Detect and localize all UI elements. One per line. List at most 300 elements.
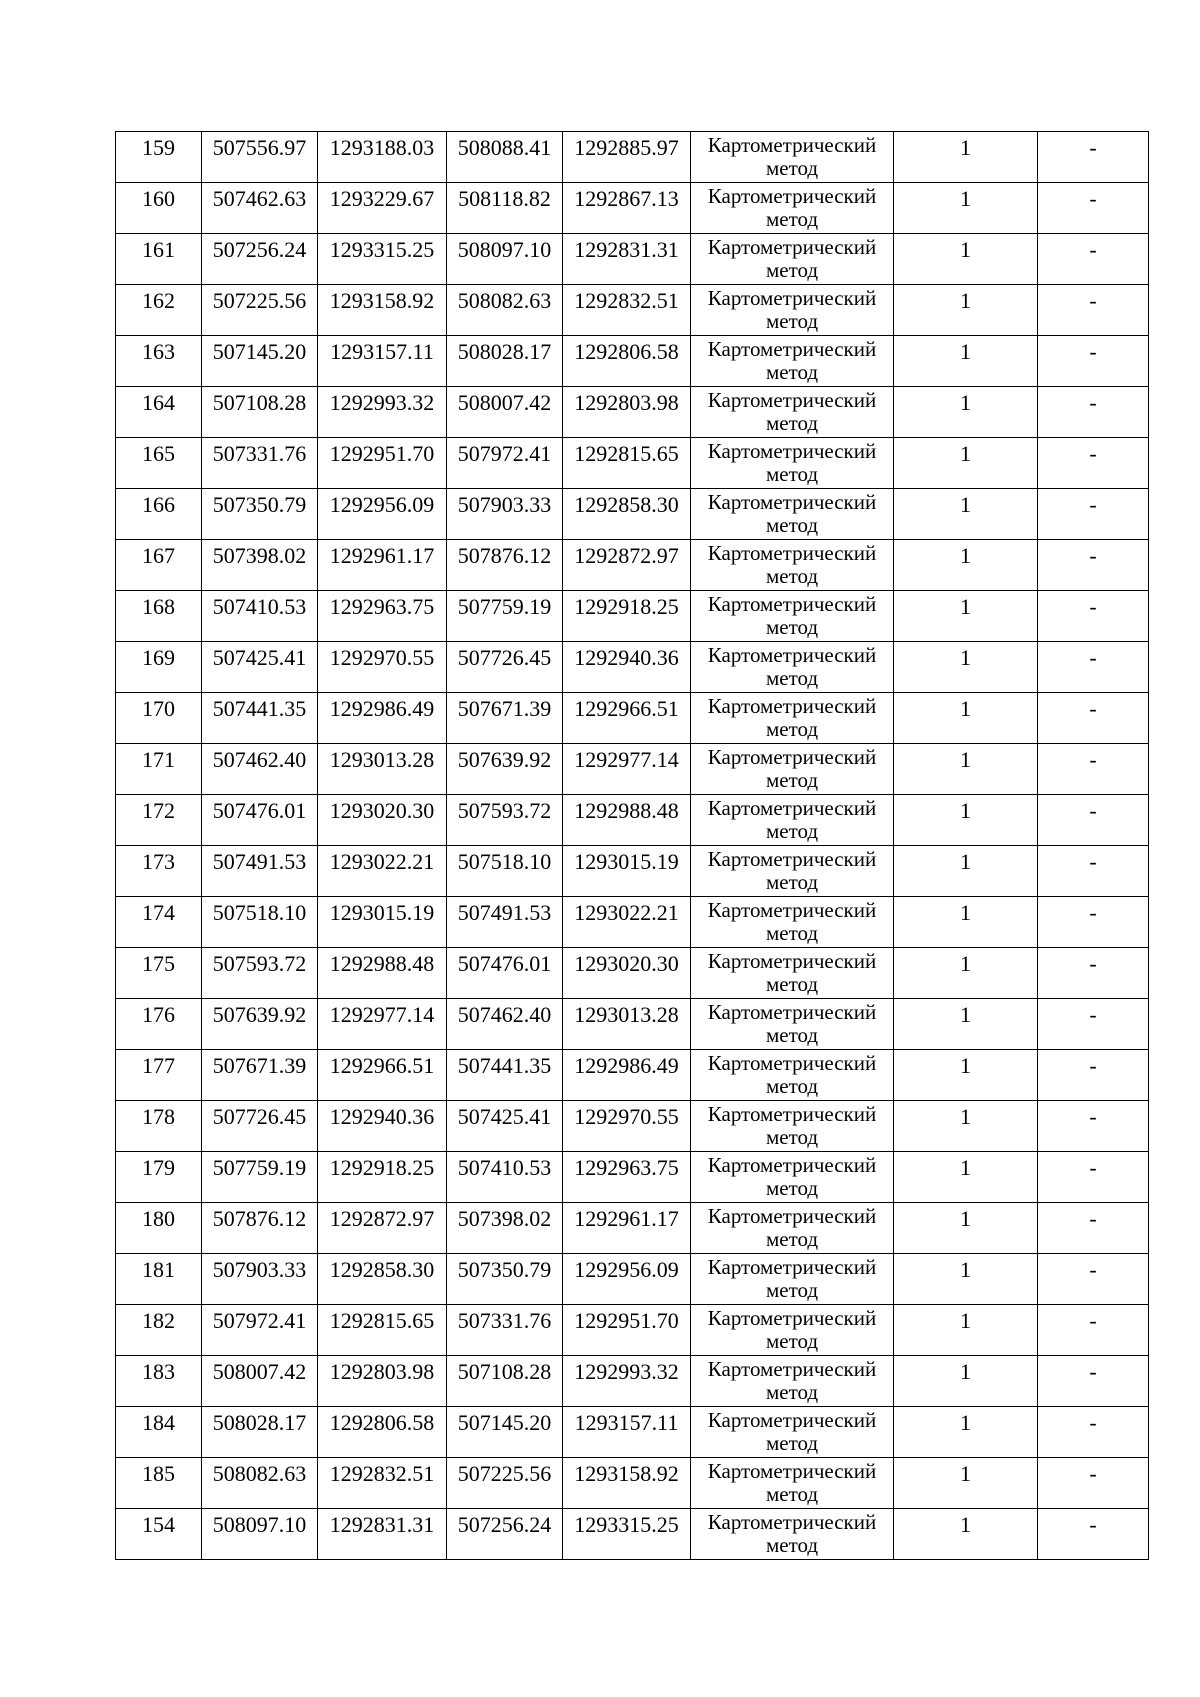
point-number-cell (116, 795, 202, 846)
coordinates-table-body (116, 132, 1149, 1560)
x-new-cell-value: 508082.63 (457, 288, 552, 313)
accuracy-cell-value: 1 (960, 696, 971, 721)
point-number-cell (116, 1254, 202, 1305)
point-number-cell (116, 693, 202, 744)
y-old-cell-value: 1292832.51 (329, 1461, 435, 1486)
y-new-cell-value: 1292803.98 (574, 390, 679, 415)
y-old-cell-value: 1292956.09 (329, 492, 435, 517)
accuracy-cell-value: 1 (960, 900, 971, 925)
point-number-cell (116, 591, 202, 642)
y-old-cell (318, 438, 447, 489)
description-cell-value: - (1089, 1053, 1097, 1078)
x-old-cell-value: 507350.79 (212, 492, 307, 517)
method-cell (691, 285, 894, 336)
x-new-cell-value: 507903.33 (457, 492, 552, 517)
point-number-cell (116, 183, 202, 234)
x-new-cell (447, 438, 563, 489)
y-new-cell-value: 1292918.25 (574, 594, 679, 619)
table-row (116, 1050, 1149, 1101)
y-old-cell-value: 1292963.75 (329, 594, 435, 619)
description-cell (1038, 744, 1149, 795)
x-new-cell (447, 285, 563, 336)
accuracy-cell-value: 1 (960, 1053, 971, 1078)
table-row (116, 795, 1149, 846)
x-old-cell (202, 1509, 318, 1560)
point-number-cell-value: 171 (142, 747, 175, 772)
x-new-cell (447, 1050, 563, 1101)
y-new-cell (563, 285, 691, 336)
method-line-2: метод (765, 462, 819, 486)
table-row (116, 183, 1149, 234)
description-cell (1038, 1152, 1149, 1203)
x-old-cell-value: 507331.76 (212, 441, 307, 466)
description-cell-value: - (1089, 1308, 1097, 1333)
point-number-cell (116, 1458, 202, 1509)
y-new-cell-value: 1292961.17 (574, 1206, 679, 1231)
description-cell (1038, 1458, 1149, 1509)
description-cell-value: - (1089, 492, 1097, 517)
method-cell (691, 1101, 894, 1152)
x-new-cell (447, 642, 563, 693)
description-cell (1038, 1407, 1149, 1458)
y-old-cell-value: 1292970.55 (329, 645, 435, 670)
accuracy-cell-value: 1 (960, 951, 971, 976)
method-line-1: Картометрический (707, 1510, 877, 1534)
y-new-cell-value: 1292951.70 (574, 1308, 679, 1333)
description-cell-value: - (1089, 1104, 1097, 1129)
point-number-cell-value: 159 (142, 135, 175, 160)
method-cell (691, 1254, 894, 1305)
method-cell (691, 642, 894, 693)
description-cell-value: - (1089, 798, 1097, 823)
y-old-cell (318, 1509, 447, 1560)
method-line-1: Картометрический (707, 541, 877, 565)
method-line-2: метод (765, 1482, 819, 1506)
description-cell (1038, 234, 1149, 285)
y-new-cell-value: 1292956.09 (574, 1257, 679, 1282)
y-new-cell-value: 1293315.25 (574, 1512, 679, 1537)
y-new-cell (563, 693, 691, 744)
x-old-cell (202, 1407, 318, 1458)
method-cell (691, 1356, 894, 1407)
point-number-cell (116, 285, 202, 336)
accuracy-cell-value: 1 (960, 1410, 971, 1435)
y-new-cell-value: 1293157.11 (574, 1410, 679, 1435)
point-number-cell-value: 176 (142, 1002, 175, 1027)
x-new-cell (447, 693, 563, 744)
point-number-cell (116, 1305, 202, 1356)
description-cell (1038, 1356, 1149, 1407)
method-line-2: метод (765, 666, 819, 690)
accuracy-cell-value: 1 (960, 543, 971, 568)
point-number-cell-value: 164 (142, 390, 175, 415)
table-row (116, 489, 1149, 540)
y-old-cell-value: 1293015.19 (329, 900, 435, 925)
accuracy-cell-value: 1 (960, 798, 971, 823)
accuracy-cell (894, 336, 1038, 387)
x-new-cell-value: 507671.39 (457, 696, 552, 721)
method-line-1: Картометрический (707, 490, 877, 514)
accuracy-cell (894, 897, 1038, 948)
y-new-cell-value: 1292940.36 (574, 645, 679, 670)
method-line-2: метод (765, 819, 819, 843)
method-line-1: Картометрический (707, 286, 877, 310)
point-number-cell (116, 948, 202, 999)
x-new-cell-value: 507350.79 (457, 1257, 552, 1282)
y-old-cell-value: 1292966.51 (329, 1053, 435, 1078)
description-cell (1038, 693, 1149, 744)
table-row (116, 1407, 1149, 1458)
y-old-cell (318, 744, 447, 795)
method-line-2: метод (765, 972, 819, 996)
method-cell (691, 540, 894, 591)
x-new-cell-value: 507972.41 (457, 441, 552, 466)
x-old-cell-value: 507972.41 (212, 1308, 307, 1333)
y-new-cell-value: 1292885.97 (574, 135, 679, 160)
description-cell-value: - (1089, 339, 1097, 364)
y-new-cell (563, 1407, 691, 1458)
y-old-cell (318, 234, 447, 285)
method-cell (691, 948, 894, 999)
method-cell (691, 438, 894, 489)
description-cell-value: - (1089, 1206, 1097, 1231)
method-line-2: метод (765, 1329, 819, 1353)
y-new-cell (563, 1050, 691, 1101)
method-line-2: метод (765, 207, 819, 231)
table-row (116, 897, 1149, 948)
method-line-1: Картометрический (707, 337, 877, 361)
accuracy-cell-value: 1 (960, 1461, 971, 1486)
x-old-cell-value: 507225.56 (212, 288, 307, 313)
method-line-1: Картометрический (707, 898, 877, 922)
accuracy-cell (894, 1356, 1038, 1407)
y-new-cell (563, 387, 691, 438)
method-cell (691, 1407, 894, 1458)
method-line-2: метод (765, 564, 819, 588)
accuracy-cell (894, 1407, 1038, 1458)
x-new-cell (447, 1203, 563, 1254)
point-number-cell (116, 846, 202, 897)
y-old-cell-value: 1292940.36 (329, 1104, 435, 1129)
x-old-cell (202, 1203, 318, 1254)
accuracy-cell-value: 1 (960, 1155, 971, 1180)
accuracy-cell (894, 846, 1038, 897)
description-cell-value: - (1089, 186, 1097, 211)
y-old-cell-value: 1292918.25 (329, 1155, 435, 1180)
description-cell (1038, 1203, 1149, 1254)
description-cell-value: - (1089, 543, 1097, 568)
x-new-cell-value: 508088.41 (457, 135, 552, 160)
x-new-cell-value: 507225.56 (457, 1461, 552, 1486)
y-old-cell (318, 387, 447, 438)
table-row (116, 846, 1149, 897)
x-old-cell-value: 507491.53 (212, 849, 307, 874)
x-new-cell-value: 507726.45 (457, 645, 552, 670)
point-number-cell (116, 336, 202, 387)
x-new-cell-value: 507398.02 (457, 1206, 552, 1231)
x-old-cell (202, 285, 318, 336)
point-number-cell (116, 1509, 202, 1560)
method-line-1: Картометрический (707, 949, 877, 973)
accuracy-cell-value: 1 (960, 1002, 971, 1027)
description-cell (1038, 948, 1149, 999)
point-number-cell (116, 1356, 202, 1407)
description-cell-value: - (1089, 594, 1097, 619)
x-old-cell (202, 642, 318, 693)
point-number-cell-value: 178 (142, 1104, 175, 1129)
method-line-2: метод (765, 1125, 819, 1149)
accuracy-cell-value: 1 (960, 186, 971, 211)
point-number-cell-value: 182 (142, 1308, 175, 1333)
y-new-cell-value: 1292993.32 (574, 1359, 679, 1384)
y-old-cell-value: 1292831.31 (329, 1512, 435, 1537)
x-old-cell (202, 438, 318, 489)
x-old-cell-value: 507398.02 (212, 543, 307, 568)
accuracy-cell (894, 591, 1038, 642)
accuracy-cell (894, 1305, 1038, 1356)
method-line-1: Картометрический (707, 1000, 877, 1024)
point-number-cell (116, 387, 202, 438)
x-old-cell-value: 507876.12 (212, 1206, 307, 1231)
description-cell (1038, 438, 1149, 489)
y-new-cell (563, 999, 691, 1050)
accuracy-cell (894, 438, 1038, 489)
x-new-cell-value: 507462.40 (457, 1002, 552, 1027)
method-line-2: метод (765, 156, 819, 180)
x-old-cell-value: 508082.63 (212, 1461, 307, 1486)
description-cell (1038, 591, 1149, 642)
x-old-cell (202, 1356, 318, 1407)
point-number-cell (116, 1152, 202, 1203)
y-old-cell (318, 1254, 447, 1305)
point-number-cell-value: 175 (142, 951, 175, 976)
x-new-cell-value: 507491.53 (457, 900, 552, 925)
method-line-1: Картометрический (707, 694, 877, 718)
x-old-cell-value: 507726.45 (212, 1104, 307, 1129)
description-cell-value: - (1089, 849, 1097, 874)
method-cell (691, 591, 894, 642)
y-old-cell-value: 1292858.30 (329, 1257, 435, 1282)
method-line-1: Картометрический (707, 1357, 877, 1381)
x-new-cell (447, 1101, 563, 1152)
point-number-cell (116, 999, 202, 1050)
accuracy-cell (894, 693, 1038, 744)
y-new-cell (563, 591, 691, 642)
accuracy-cell (894, 1101, 1038, 1152)
coordinates-table (115, 131, 1149, 1560)
point-number-cell-value: 172 (142, 798, 175, 823)
accuracy-cell (894, 1203, 1038, 1254)
table-row (116, 999, 1149, 1050)
x-old-cell-value: 507425.41 (212, 645, 307, 670)
point-number-cell-value: 184 (142, 1410, 175, 1435)
description-cell (1038, 642, 1149, 693)
x-old-cell-value: 507639.92 (212, 1002, 307, 1027)
method-cell (691, 795, 894, 846)
y-old-cell-value: 1292977.14 (329, 1002, 435, 1027)
description-cell (1038, 897, 1149, 948)
x-new-cell (447, 336, 563, 387)
x-old-cell (202, 1101, 318, 1152)
accuracy-cell-value: 1 (960, 1257, 971, 1282)
y-new-cell-value: 1292815.65 (574, 441, 679, 466)
x-new-cell (447, 897, 563, 948)
y-new-cell (563, 1101, 691, 1152)
x-old-cell-value: 507903.33 (212, 1257, 307, 1282)
method-line-1: Картометрический (707, 388, 877, 412)
table-row (116, 1152, 1149, 1203)
point-number-cell-value: 170 (142, 696, 175, 721)
table-row (116, 1509, 1149, 1560)
method-line-2: метод (765, 411, 819, 435)
table-row (116, 336, 1149, 387)
y-old-cell (318, 642, 447, 693)
point-number-cell-value: 179 (142, 1155, 175, 1180)
method-line-1: Картометрический (707, 847, 877, 871)
point-number-cell (116, 438, 202, 489)
description-cell-value: - (1089, 1002, 1097, 1027)
x-old-cell (202, 846, 318, 897)
x-old-cell-value: 507256.24 (212, 237, 307, 262)
x-old-cell (202, 336, 318, 387)
x-new-cell-value: 507425.41 (457, 1104, 552, 1129)
table-row (116, 234, 1149, 285)
method-cell (691, 897, 894, 948)
accuracy-cell-value: 1 (960, 645, 971, 670)
x-old-cell-value: 507462.40 (212, 747, 307, 772)
method-line-2: метод (765, 1074, 819, 1098)
description-cell (1038, 489, 1149, 540)
y-old-cell (318, 1203, 447, 1254)
point-number-cell-value: 169 (142, 645, 175, 670)
description-cell (1038, 183, 1149, 234)
x-new-cell (447, 999, 563, 1050)
method-cell (691, 387, 894, 438)
y-new-cell-value: 1293158.92 (574, 1461, 679, 1486)
accuracy-cell (894, 540, 1038, 591)
x-new-cell-value: 507639.92 (457, 747, 552, 772)
x-old-cell (202, 540, 318, 591)
x-new-cell-value: 507410.53 (457, 1155, 552, 1180)
accuracy-cell-value: 1 (960, 492, 971, 517)
x-old-cell (202, 1458, 318, 1509)
x-old-cell (202, 897, 318, 948)
method-cell (691, 1203, 894, 1254)
point-number-cell-value: 166 (142, 492, 175, 517)
accuracy-cell (894, 1050, 1038, 1101)
y-new-cell-value: 1292977.14 (574, 747, 679, 772)
accuracy-cell-value: 1 (960, 237, 971, 262)
method-cell (691, 744, 894, 795)
description-cell-value: - (1089, 1359, 1097, 1384)
point-number-cell-value: 161 (142, 237, 175, 262)
method-line-2: метод (765, 870, 819, 894)
method-line-2: метод (765, 360, 819, 384)
x-new-cell-value: 507593.72 (457, 798, 552, 823)
method-cell (691, 132, 894, 183)
description-cell (1038, 999, 1149, 1050)
description-cell-value: - (1089, 645, 1097, 670)
method-cell (691, 489, 894, 540)
x-old-cell (202, 489, 318, 540)
table-row (116, 285, 1149, 336)
point-number-cell (116, 744, 202, 795)
x-old-cell-value: 507410.53 (212, 594, 307, 619)
y-new-cell (563, 183, 691, 234)
y-old-cell-value: 1292988.48 (329, 951, 435, 976)
method-line-2: метод (765, 717, 819, 741)
y-new-cell-value: 1292806.58 (574, 339, 679, 364)
method-line-1: Картометрический (707, 1051, 877, 1075)
y-old-cell (318, 948, 447, 999)
method-line-1: Картометрический (707, 745, 877, 769)
x-new-cell (447, 744, 563, 795)
point-number-cell (116, 1050, 202, 1101)
description-cell-value: - (1089, 1155, 1097, 1180)
description-cell (1038, 846, 1149, 897)
x-new-cell-value: 507331.76 (457, 1308, 552, 1333)
method-cell (691, 846, 894, 897)
x-new-cell-value: 507108.28 (457, 1359, 552, 1384)
y-old-cell-value: 1292986.49 (329, 696, 435, 721)
y-old-cell (318, 897, 447, 948)
method-cell (691, 1152, 894, 1203)
method-line-1: Картометрический (707, 133, 877, 157)
x-new-cell (447, 948, 563, 999)
x-old-cell-value: 507108.28 (212, 390, 307, 415)
accuracy-cell-value: 1 (960, 1512, 971, 1537)
description-cell (1038, 285, 1149, 336)
x-new-cell (447, 1152, 563, 1203)
x-old-cell (202, 1050, 318, 1101)
method-line-2: метод (765, 1380, 819, 1404)
method-line-1: Картометрический (707, 235, 877, 259)
method-line-2: метод (765, 1176, 819, 1200)
y-new-cell-value: 1293015.19 (574, 849, 679, 874)
y-old-cell-value: 1293158.92 (329, 288, 435, 313)
y-new-cell-value: 1293022.21 (574, 900, 679, 925)
y-new-cell (563, 642, 691, 693)
x-old-cell (202, 693, 318, 744)
method-line-2: метод (765, 309, 819, 333)
table-row (116, 948, 1149, 999)
x-new-cell (447, 1254, 563, 1305)
description-cell-value: - (1089, 237, 1097, 262)
y-new-cell-value: 1293020.30 (574, 951, 679, 976)
y-new-cell (563, 540, 691, 591)
description-cell (1038, 1305, 1149, 1356)
accuracy-cell (894, 1458, 1038, 1509)
y-old-cell-value: 1293229.67 (329, 186, 435, 211)
y-new-cell (563, 846, 691, 897)
point-number-cell (116, 489, 202, 540)
x-new-cell-value: 508028.17 (457, 339, 552, 364)
table-row (116, 693, 1149, 744)
accuracy-cell (894, 234, 1038, 285)
x-new-cell (447, 591, 563, 642)
table-row (116, 642, 1149, 693)
y-new-cell-value: 1292970.55 (574, 1104, 679, 1129)
accuracy-cell (894, 1254, 1038, 1305)
x-old-cell (202, 999, 318, 1050)
y-new-cell-value: 1292966.51 (574, 696, 679, 721)
table-row (116, 132, 1149, 183)
y-old-cell-value: 1292872.97 (329, 1206, 435, 1231)
description-cell (1038, 132, 1149, 183)
y-new-cell (563, 795, 691, 846)
y-old-cell (318, 1050, 447, 1101)
point-number-cell (116, 642, 202, 693)
